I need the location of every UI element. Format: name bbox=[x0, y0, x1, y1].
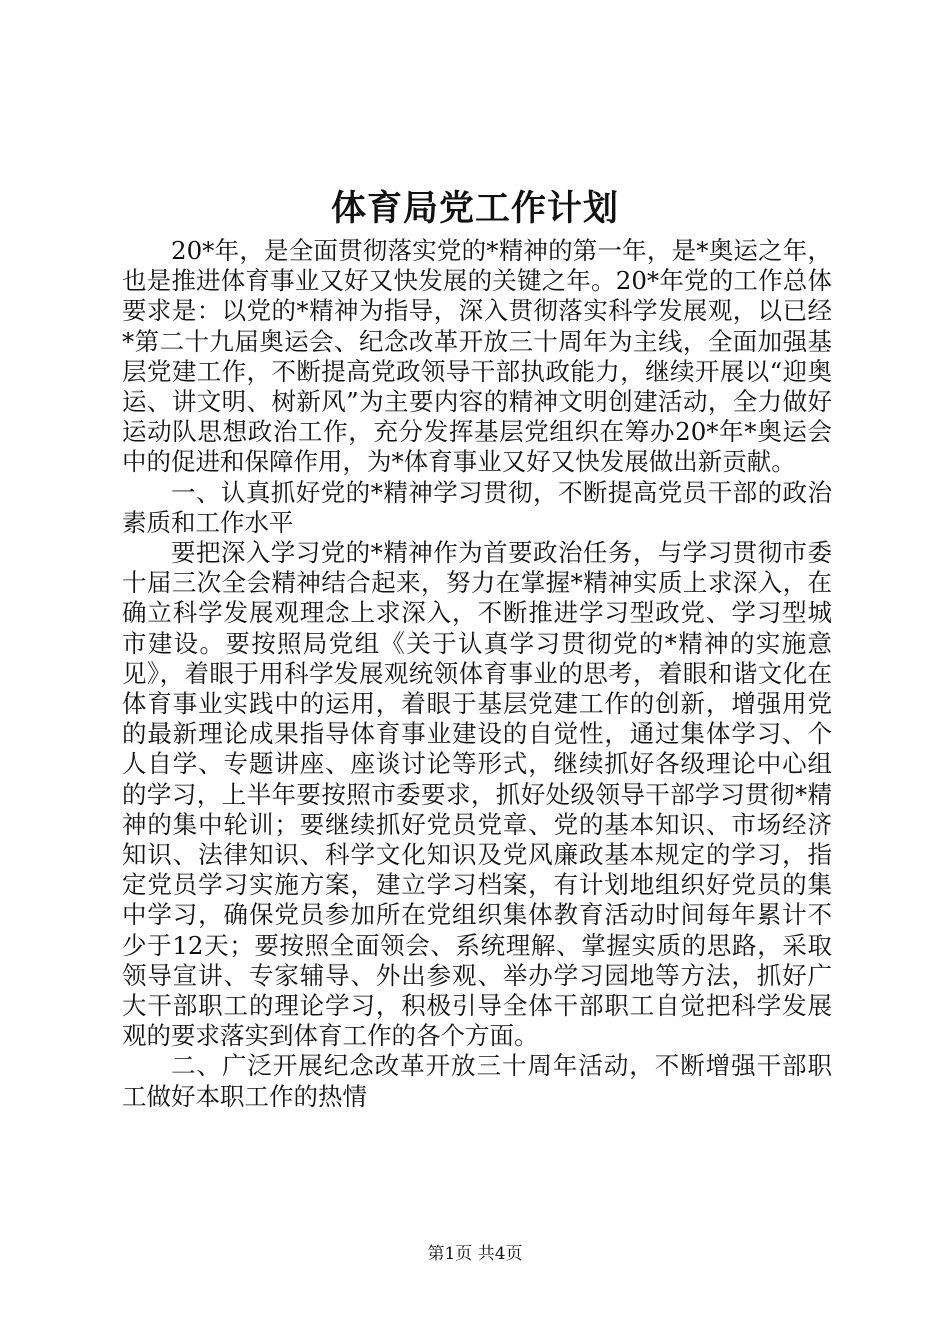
document-title: 体育局党工作计划 bbox=[330, 188, 619, 229]
section-1-paragraph: 要把深入学习党的*精神作为首要政治任务，与学习贯彻市委十届三次全会精神结合起来，努力在掌握*精神实质上求深入，在确立科学发展观理念上求深入，不断推进学习型政党、学习型城市建设。要按照局党组《关于认真学习贯彻党的*精神的实施意见》，着眼于用科学发展观统领体育事业的思考，着眼和谐文化在体育事业实践中的运用，着眼于基层党建工作的创新，增强用党的最新理论成果指导体育事业建设的自觉性，通过集体学习、个人自学、专题讲座、座谈讨论等形式，继续抓好各级理论中心组的学习，上半年要按照市委要求，抓好处级领导干部学习贯彻*精神的集中轮训；要继续抓好党员党章、党的基本知识、市场经济知识、法律知识、科学文化知识及党风廉政基本规定的学习，指定党员学习实施方案，建立学习档案，有计划地组织好党员的集中学习，确保党员参加所在党组织集体教育活动时间每年累计不少于12天；要按照全面领会、系统理解、掌握实质的思路，采取领导宣讲、专家辅导、外出参观、举办学习园地等方法，抓好广大干部职工的理论学习，积极引导全体干部职工自觉把科学发展观的要求落实到体育工作的各个方面。 bbox=[122, 538, 832, 1051]
intro-paragraph: 20*年，是全面贯彻落实党的*精神的第一年，是*奥运之年，也是推进体育事业又好又快发展的关键之年。20*年党的工作总体要求是：以党的*精神为指导，深入贯彻落实科学发展观，以已经*第二十九届奥运会、纪念改革开放三十周年为主线，全面加强基层党建工作，不断提高党政领导干部执政能力，继续开展以“迎奥运、讲文明、树新风”为主要内容的精神文明创建活动，全力做好运动队思想政治工作，充分发挥基层党组织在筹办20*年*奥运会中的促进和保障作用，为*体育事业又好又快发展做出新贡献。 bbox=[122, 236, 832, 477]
section-heading-2: 二、广泛开展纪念改革开放三十周年活动，不断增强干部职工做好本职工作的热情 bbox=[122, 1051, 832, 1111]
page-footer: 第1页 共4页 bbox=[427, 1244, 523, 1264]
document-body bbox=[122, 236, 832, 1112]
section-heading-1: 一、认真抓好党的*精神学习贯彻，不断提高党员干部的政治素质和工作水平 bbox=[122, 477, 832, 537]
